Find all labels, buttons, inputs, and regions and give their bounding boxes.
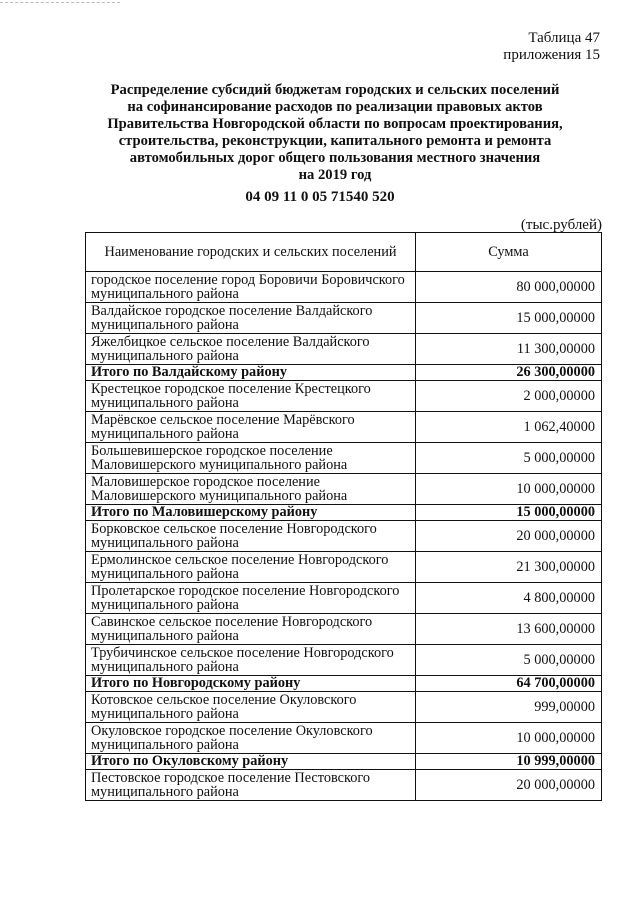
column-header-sum: Сумма <box>416 233 602 272</box>
subsidy-amount: 1 062,40000 <box>416 412 602 443</box>
subsidy-amount: 80 000,00000 <box>416 272 602 303</box>
settlement-name: Итого по Маловишерскому району <box>86 505 416 521</box>
table-row <box>86 381 602 412</box>
settlement-name: Марёвское сельское поселение Марёвского муниципального района <box>86 412 416 443</box>
subsidy-amount: 26 300,00000 <box>416 365 602 381</box>
subsidy-amount: 5 000,00000 <box>416 443 602 474</box>
appendix-number: приложения 15 <box>503 47 600 63</box>
table-total-row <box>86 365 602 381</box>
table-row <box>86 474 602 505</box>
table-row <box>86 272 602 303</box>
table-row <box>86 614 602 645</box>
table-row <box>86 552 602 583</box>
subsidy-amount: 999,00000 <box>416 692 602 723</box>
table-total-row <box>86 505 602 521</box>
subsidy-amount: 5 000,00000 <box>416 645 602 676</box>
subsidy-amount: 2 000,00000 <box>416 381 602 412</box>
subsidy-amount: 4 800,00000 <box>416 583 602 614</box>
table-row <box>86 770 602 801</box>
subsidy-amount: 20 000,00000 <box>416 521 602 552</box>
title-line: Распределение субсидий бюджетам городских и сельских поселений <box>110 82 560 98</box>
subsidy-amount: 10 999,00000 <box>416 754 602 770</box>
settlement-name: Большевишерское городское поселение Маловишерского муниципального района <box>86 443 416 474</box>
settlement-name: Пролетарское городское поселение Новгородского муниципального района <box>86 583 416 614</box>
table-total-row <box>86 676 602 692</box>
title-line: на 2019 год <box>298 167 372 183</box>
settlement-name: Окуловское городское поселение Окуловского муниципального района <box>86 723 416 754</box>
table-body <box>86 272 602 801</box>
settlement-name: Крестецкое городское поселение Крестецкого муниципального района <box>86 381 416 412</box>
table-row <box>86 583 602 614</box>
settlement-name: Трубичинское сельское поселение Новгородского муниципального района <box>86 645 416 676</box>
settlement-name: городское поселение город Боровичи Боровичского муниципального района <box>86 272 416 303</box>
title-line: строительства, реконструкции, капитального ремонта и ремонта <box>118 133 552 149</box>
subsidy-amount: 15 000,00000 <box>416 303 602 334</box>
table-row <box>86 303 602 334</box>
column-header-name: Наименование городских и сельских поселений <box>86 233 416 272</box>
settlement-name: Итого по Окуловскому району <box>86 754 416 770</box>
settlement-name: Ермолинское сельское поселение Новгородского муниципального района <box>86 552 416 583</box>
document-title <box>60 82 610 184</box>
settlement-name: Итого по Валдайскому району <box>86 365 416 381</box>
table-row <box>86 521 602 552</box>
subsidy-amount: 21 300,00000 <box>416 552 602 583</box>
table-row <box>86 645 602 676</box>
title-line: автомобильных дорог общего пользования местного значения <box>129 150 541 166</box>
table-row <box>86 412 602 443</box>
settlement-name: Пестовское городское поселение Пестовского муниципального района <box>86 770 416 801</box>
table-row <box>86 443 602 474</box>
table-row <box>86 692 602 723</box>
table-header-reference <box>503 30 600 64</box>
table-row <box>86 334 602 365</box>
scan-artifact-line <box>0 2 120 3</box>
subsidy-amount: 13 600,00000 <box>416 614 602 645</box>
units-label: (тыс.рублей) <box>520 217 602 233</box>
settlement-name: Яжелбицкое сельское поселение Валдайского муниципального района <box>86 334 416 365</box>
settlement-name: Маловишерское городское поселение Маловишерского муниципального района <box>86 474 416 505</box>
title-line: на софинансирование расходов по реализации правовых актов <box>127 99 543 115</box>
title-line: Правительства Новгородской области по вопросам проектирования, <box>107 116 563 132</box>
subsidy-amount: 20 000,00000 <box>416 770 602 801</box>
table-number: Таблица 47 <box>528 30 600 46</box>
subsidy-table <box>85 232 602 801</box>
table-row <box>86 723 602 754</box>
settlement-name: Борковское сельское поселение Новгородского муниципального района <box>86 521 416 552</box>
table-header-row <box>86 233 602 272</box>
budget-code: 04 09 11 0 05 71540 520 <box>245 189 395 205</box>
settlement-name: Савинское сельское поселение Новгородского муниципального района <box>86 614 416 645</box>
settlement-name: Котовское сельское поселение Окуловского муниципального района <box>86 692 416 723</box>
settlement-name: Итого по Новгородскому району <box>86 676 416 692</box>
subsidy-amount: 15 000,00000 <box>416 505 602 521</box>
subsidy-amount: 64 700,00000 <box>416 676 602 692</box>
subsidy-amount: 10 000,00000 <box>416 723 602 754</box>
settlement-name: Валдайское городское поселение Валдайского муниципального района <box>86 303 416 334</box>
subsidy-amount: 11 300,00000 <box>416 334 602 365</box>
table-total-row <box>86 754 602 770</box>
subsidy-amount: 10 000,00000 <box>416 474 602 505</box>
